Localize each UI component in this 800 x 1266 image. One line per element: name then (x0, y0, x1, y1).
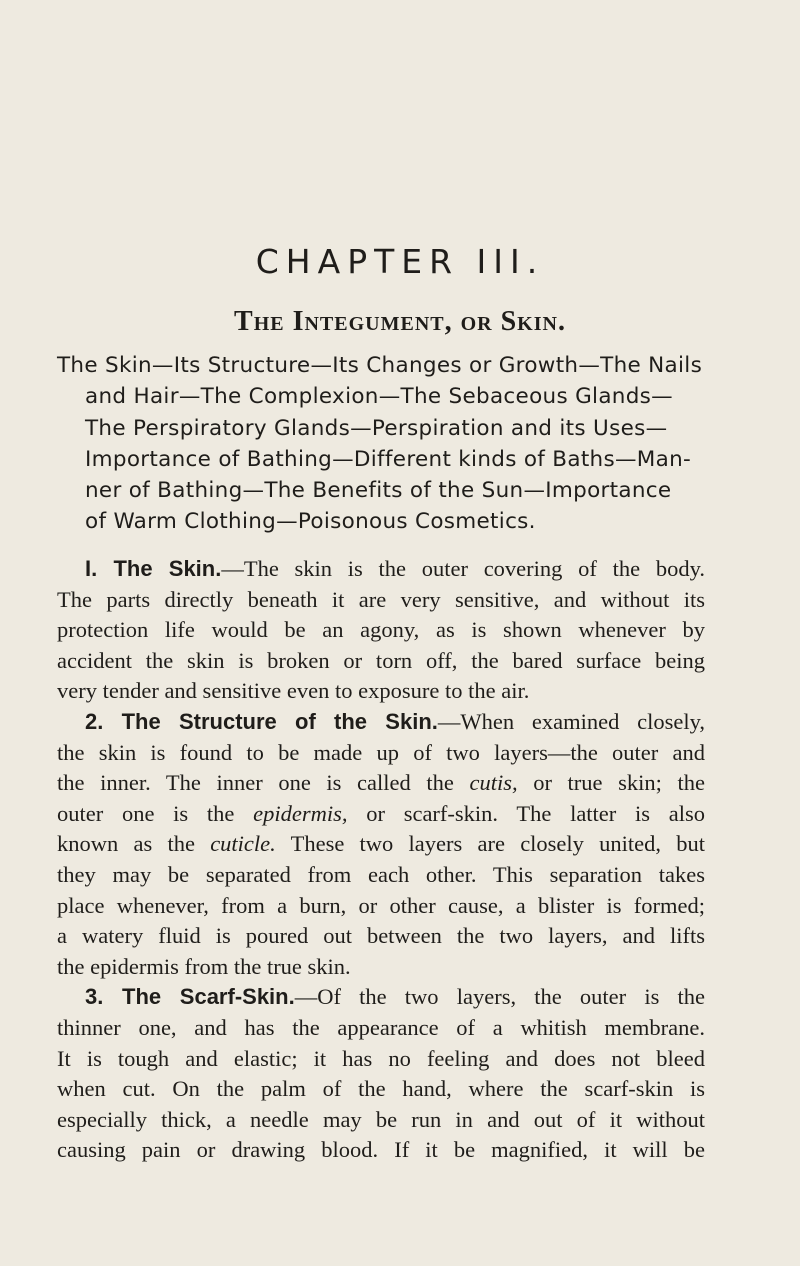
summary-line: of Warm Clothing—Poisonous Cosmetics. (85, 509, 536, 535)
term-epidermis: epidermis, (253, 800, 348, 826)
paragraph-line: the epidermis from the true skin. (57, 953, 351, 979)
section-heading: 3. The Scarf-Skin. (85, 984, 295, 1010)
paragraph-line: the inner. The inner one is called the cutis, or true skin; the (57, 770, 705, 796)
paragraph-line: a watery fluid is poured out between the two layers, and lifts (57, 923, 705, 949)
paragraph-line: especially thick, a needle may be run in and out of it without (57, 1106, 705, 1132)
paragraph-line: the skin is found to be made up of two layers—the outer and (57, 739, 705, 765)
paragraph-line: known as the cuticle. These two layers are closely united, but (57, 831, 706, 857)
paragraph-line: very tender and sensitive even to exposure to the air. (57, 678, 530, 704)
summary-line: ner of Bathing—The Benefits of the Sun—Importance (85, 478, 672, 504)
paragraph-line: thinner one, and has the appearance of a whitish membrane. (57, 1014, 705, 1040)
section-heading: I. The Skin. (85, 556, 222, 581)
term-cuticle: cuticle. (210, 831, 276, 857)
paragraph-line: I. The Skin.—The skin is the outer covering of the body. (85, 556, 705, 581)
summary-line: and Hair—The Complexion—The Sebaceous Glands— (85, 384, 673, 410)
paragraph-line: 2. The Structure of the Skin.—When examined closely, (85, 708, 705, 734)
chapter-title: The Integument, or Skin. (234, 306, 566, 337)
chapter-summary (57, 350, 703, 538)
paragraph-line: causing pain or drawing blood. If it be magnified, it will be (57, 1137, 705, 1163)
section-heading: 2. The Structure of the Skin. (85, 708, 438, 734)
paragraph-line: when cut. On the palm of the hand, where the scarf-skin is (57, 1076, 705, 1102)
summary-line: Importance of Bathing—Different kinds of Baths—Man- (85, 446, 692, 472)
term-cutis: cutis, (469, 770, 518, 796)
paragraph-line: place whenever, from a burn, or other cause, a blister is formed; (57, 892, 705, 918)
paragraph-line: they may be separated from each other. This separation takes (57, 861, 705, 887)
paragraph-line: It is tough and elastic; it has no feeling and does not bleed (57, 1045, 705, 1071)
body-text (57, 554, 705, 1166)
summary-line: The Skin—Its Structure—Its Changes or Growth—The Nails (57, 353, 703, 378)
paragraph-line: accident the skin is broken or torn off, the bared surface being (57, 647, 705, 673)
paragraph-line: The parts directly beneath it are very sensitive, and without its (57, 586, 705, 612)
chapter-heading: CHAPTER III. (255, 242, 545, 281)
paragraph-line: protection life would be an agony, as is shown whenever by (57, 617, 705, 643)
paragraph-line: outer one is the epidermis, or scarf-skin. The latter is also (57, 800, 705, 826)
paragraph-line: 3. The Scarf-Skin.—Of the two layers, the outer is the (85, 984, 705, 1010)
summary-line: The Perspiratory Glands—Perspiration and its Uses— (85, 415, 668, 441)
